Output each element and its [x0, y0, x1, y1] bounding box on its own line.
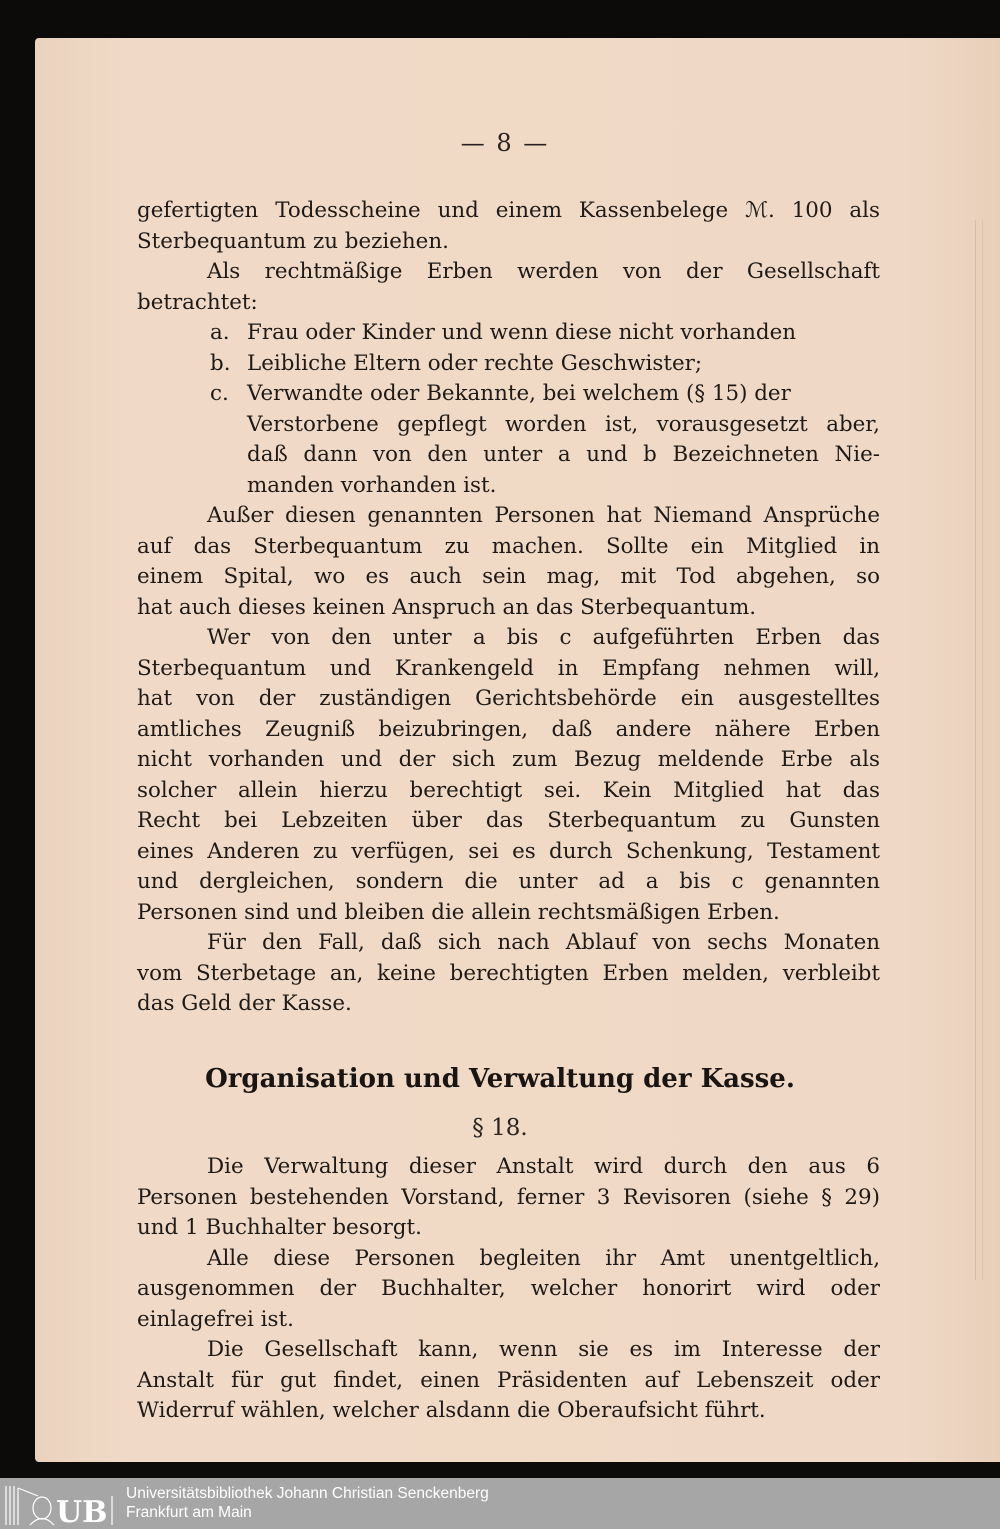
text-line: einem Spital, wo es auch sein mag, mit Tod abgehen, so — [137, 564, 880, 589]
text-line: Personen sind und bleiben die allein rechtsmäßigen Erben. — [137, 899, 780, 925]
text-line: daß dann von den unter a und b Bezeichneten Nie- — [247, 442, 880, 467]
text-line: Für den Fall, daß sich nach Ablauf von sechs Monaten — [207, 930, 880, 955]
text-line: eines Anderen zu verfügen, sei es durch Schenkung, Testament — [137, 838, 880, 864]
text-line: Die Gesellschaft kann, wenn sie es im Interesse der — [207, 1337, 880, 1362]
text-line: hat auch dieses keinen Anspruch an das Sterbequantum. — [137, 594, 757, 620]
text-line: betrachtet: — [137, 289, 258, 315]
text-line: Wer von den unter a bis c aufgeführten Erben das — [207, 625, 880, 650]
text-line: Anstalt für gut findet, einen Präsidenten auf Lebenszeit oder — [137, 1367, 880, 1393]
text-line: und dergleichen, sondern die unter ad a bis c genannten — [137, 869, 880, 894]
logo-text: UB — [56, 1495, 108, 1526]
text-line: ausgenommen der Buchhalter, welcher honorirt wird oder — [137, 1276, 880, 1301]
text-line: amtliches Zeugniß beizubringen, daß andere nähere Erben — [137, 716, 880, 742]
text-line: hat von der zuständigen Gerichtsbehörde ein ausgestelltes — [137, 686, 880, 711]
text-line: Personen bestehenden Vorstand, ferner 3 Revisoren (siehe § 29) — [137, 1184, 880, 1210]
text-line: Sterbequantum und Krankengeld in Empfang nehmen will, — [137, 655, 880, 681]
list-text: Leibliche Eltern oder rechte Geschwister; — [247, 350, 703, 376]
section-heading: Organisation und Verwaltung der Kasse. — [205, 1064, 795, 1094]
text-line: und 1 Buchhalter besorgt. — [137, 1215, 422, 1240]
page-number: — 8 — — [460, 129, 550, 157]
text-line: Alle diese Personen begleiten ihr Amt unentgeltlich, — [207, 1245, 880, 1271]
text-line: Die Verwaltung dieser Anstalt wird durch den aus 6 — [207, 1154, 880, 1179]
text-line: Widerruf wählen, welcher alsdann die Oberaufsicht führt. — [137, 1398, 766, 1423]
text-line: vom Sterbetage an, keine berechtigten Erben melden, verbleibt — [137, 960, 880, 986]
ub-logo-icon — [4, 1482, 116, 1526]
library-name-line2: Frankfurt am Main — [126, 1504, 252, 1521]
section-number: § 18. — [472, 1115, 528, 1141]
library-name-line1: Universitätsbibliothek Johann Christian Senckenberg — [126, 1485, 489, 1502]
text-line: nicht vorhanden und der sich zum Bezug meldende Erbe als — [137, 747, 880, 772]
text-line: einlagefrei ist. — [137, 1306, 294, 1332]
list-text: Frau oder Kinder und wenn diese nicht vorhanden — [247, 320, 797, 345]
text-line: auf das Sterbequantum zu machen. Sollte ein Mitglied in — [137, 533, 880, 559]
list-label: b. — [210, 350, 231, 376]
text-line: Außer diesen genannten Personen hat Niemand Ansprüche — [207, 503, 880, 528]
text-line: Verstorbene gepflegt worden ist, vorausgesetzt aber, — [247, 411, 880, 437]
library-name — [126, 1484, 489, 1522]
text-line: manden vorhanden ist. — [247, 472, 497, 498]
list-label: c. — [210, 381, 229, 406]
list-item-c — [137, 379, 880, 410]
text-line: das Geld der Kasse. — [137, 991, 352, 1016]
text-line: Sterbequantum zu beziehen. — [137, 228, 449, 254]
library-footer — [0, 1478, 1000, 1529]
list-label: a. — [210, 320, 230, 345]
list-text: Verwandte oder Bekannte, bei welchem (§ 15) der — [247, 381, 791, 406]
body-text-lower — [137, 1152, 880, 1427]
list-item-a — [137, 318, 880, 349]
list-item-b — [137, 349, 880, 380]
text-line: Recht bei Lebzeiten über das Sterbequantum zu Gunsten — [137, 808, 880, 833]
text-line: Als rechtmäßige Erben werden von der Gesellschaft — [207, 259, 880, 284]
text-line: gefertigten Todesscheine und einem Kassenbelege ℳ. 100 als — [137, 198, 880, 223]
text-line: solcher allein hierzu berechtigt sei. Kein Mitglied hat das — [137, 777, 880, 803]
body-text-upper — [137, 196, 880, 1020]
